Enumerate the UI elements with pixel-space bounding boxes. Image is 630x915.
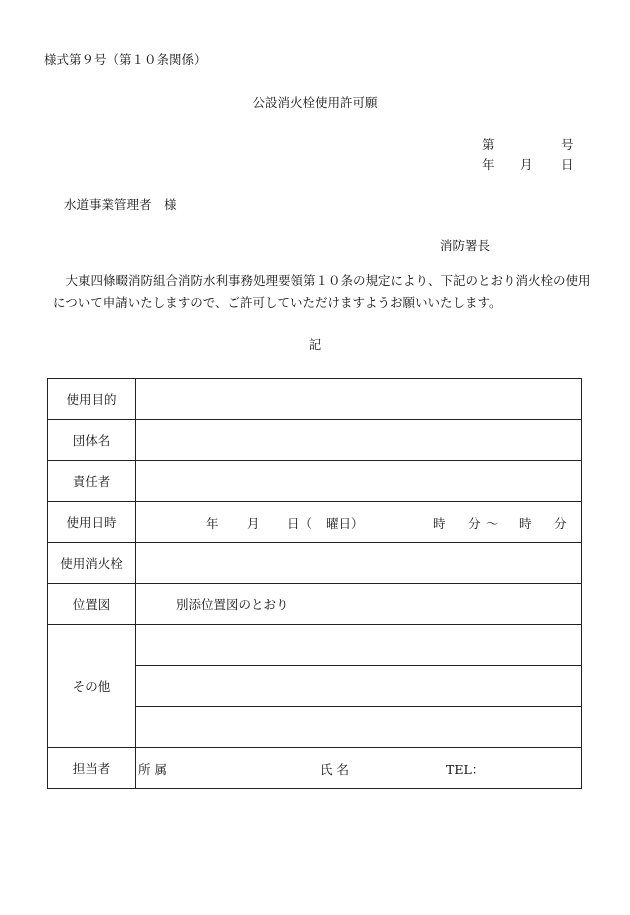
addressee: 水道事業管理者 様 xyxy=(64,197,177,212)
staff-field[interactable] xyxy=(136,748,582,789)
datetime-hour-start: 時 xyxy=(433,516,446,531)
datetime-field[interactable] xyxy=(136,502,582,543)
application-table xyxy=(47,378,582,789)
hydrant-field[interactable] xyxy=(136,543,582,584)
doc-date-day: 日 xyxy=(561,157,574,172)
form-number: 様式第９号（第１０条関係） xyxy=(44,52,207,67)
map-label: 位置図 xyxy=(48,584,136,625)
body-paragraph: 大東四條畷消防組合消防水利事務処理要領第１０条の規定により、下記のとおり消火栓の使用について申請いたしますので、ご許可していただけますようお願いいたします。 xyxy=(53,273,591,310)
group-label: 団体名 xyxy=(48,420,136,461)
hydrant-label: 使用消火栓 xyxy=(48,543,136,584)
table-row xyxy=(48,625,582,666)
datetime-day: 日（ xyxy=(287,516,313,531)
group-field[interactable] xyxy=(136,420,582,461)
purpose-field[interactable] xyxy=(136,379,582,420)
table-row xyxy=(48,461,582,502)
datetime-month: 月 xyxy=(247,516,260,531)
map-value: 別添位置図のとおり xyxy=(176,597,289,612)
staff-name-label: 氏 名 xyxy=(320,762,349,777)
table-row xyxy=(48,748,582,789)
staff-label: 担当者 xyxy=(48,748,136,789)
datetime-tilde: 〜 xyxy=(486,516,499,531)
datetime-minute-end: 分 xyxy=(554,516,567,531)
doc-date-year: 年 xyxy=(482,157,495,172)
table-row xyxy=(48,379,582,420)
table-row xyxy=(48,584,582,625)
ki-heading: 記 xyxy=(308,337,322,352)
other-field-3[interactable] xyxy=(136,707,582,748)
datetime-label: 使用日時 xyxy=(48,502,136,543)
table-row xyxy=(48,502,582,543)
other-field-1[interactable] xyxy=(136,625,582,666)
responsible-field[interactable] xyxy=(136,461,582,502)
staff-affiliation-label: 所 属 xyxy=(138,762,167,777)
page-title: 公設消火栓使用許可願 xyxy=(252,95,378,110)
table-row xyxy=(48,543,582,584)
doc-number-dai: 第 xyxy=(482,137,495,152)
sender: 消防署長 xyxy=(440,238,491,253)
other-label: その他 xyxy=(48,625,136,748)
datetime-year: 年 xyxy=(206,516,219,531)
doc-date-month: 月 xyxy=(520,157,533,172)
map-field[interactable] xyxy=(136,584,582,625)
table-row xyxy=(48,420,582,461)
purpose-label: 使用目的 xyxy=(48,379,136,420)
other-field-2[interactable] xyxy=(136,666,582,707)
responsible-label: 責任者 xyxy=(48,461,136,502)
doc-number-go: 号 xyxy=(561,137,574,152)
datetime-hour-end: 時 xyxy=(519,516,532,531)
datetime-weekday: 曜日） xyxy=(326,516,364,531)
staff-tel-label: TEL： xyxy=(446,762,485,777)
datetime-minute-start: 分 xyxy=(468,516,481,531)
